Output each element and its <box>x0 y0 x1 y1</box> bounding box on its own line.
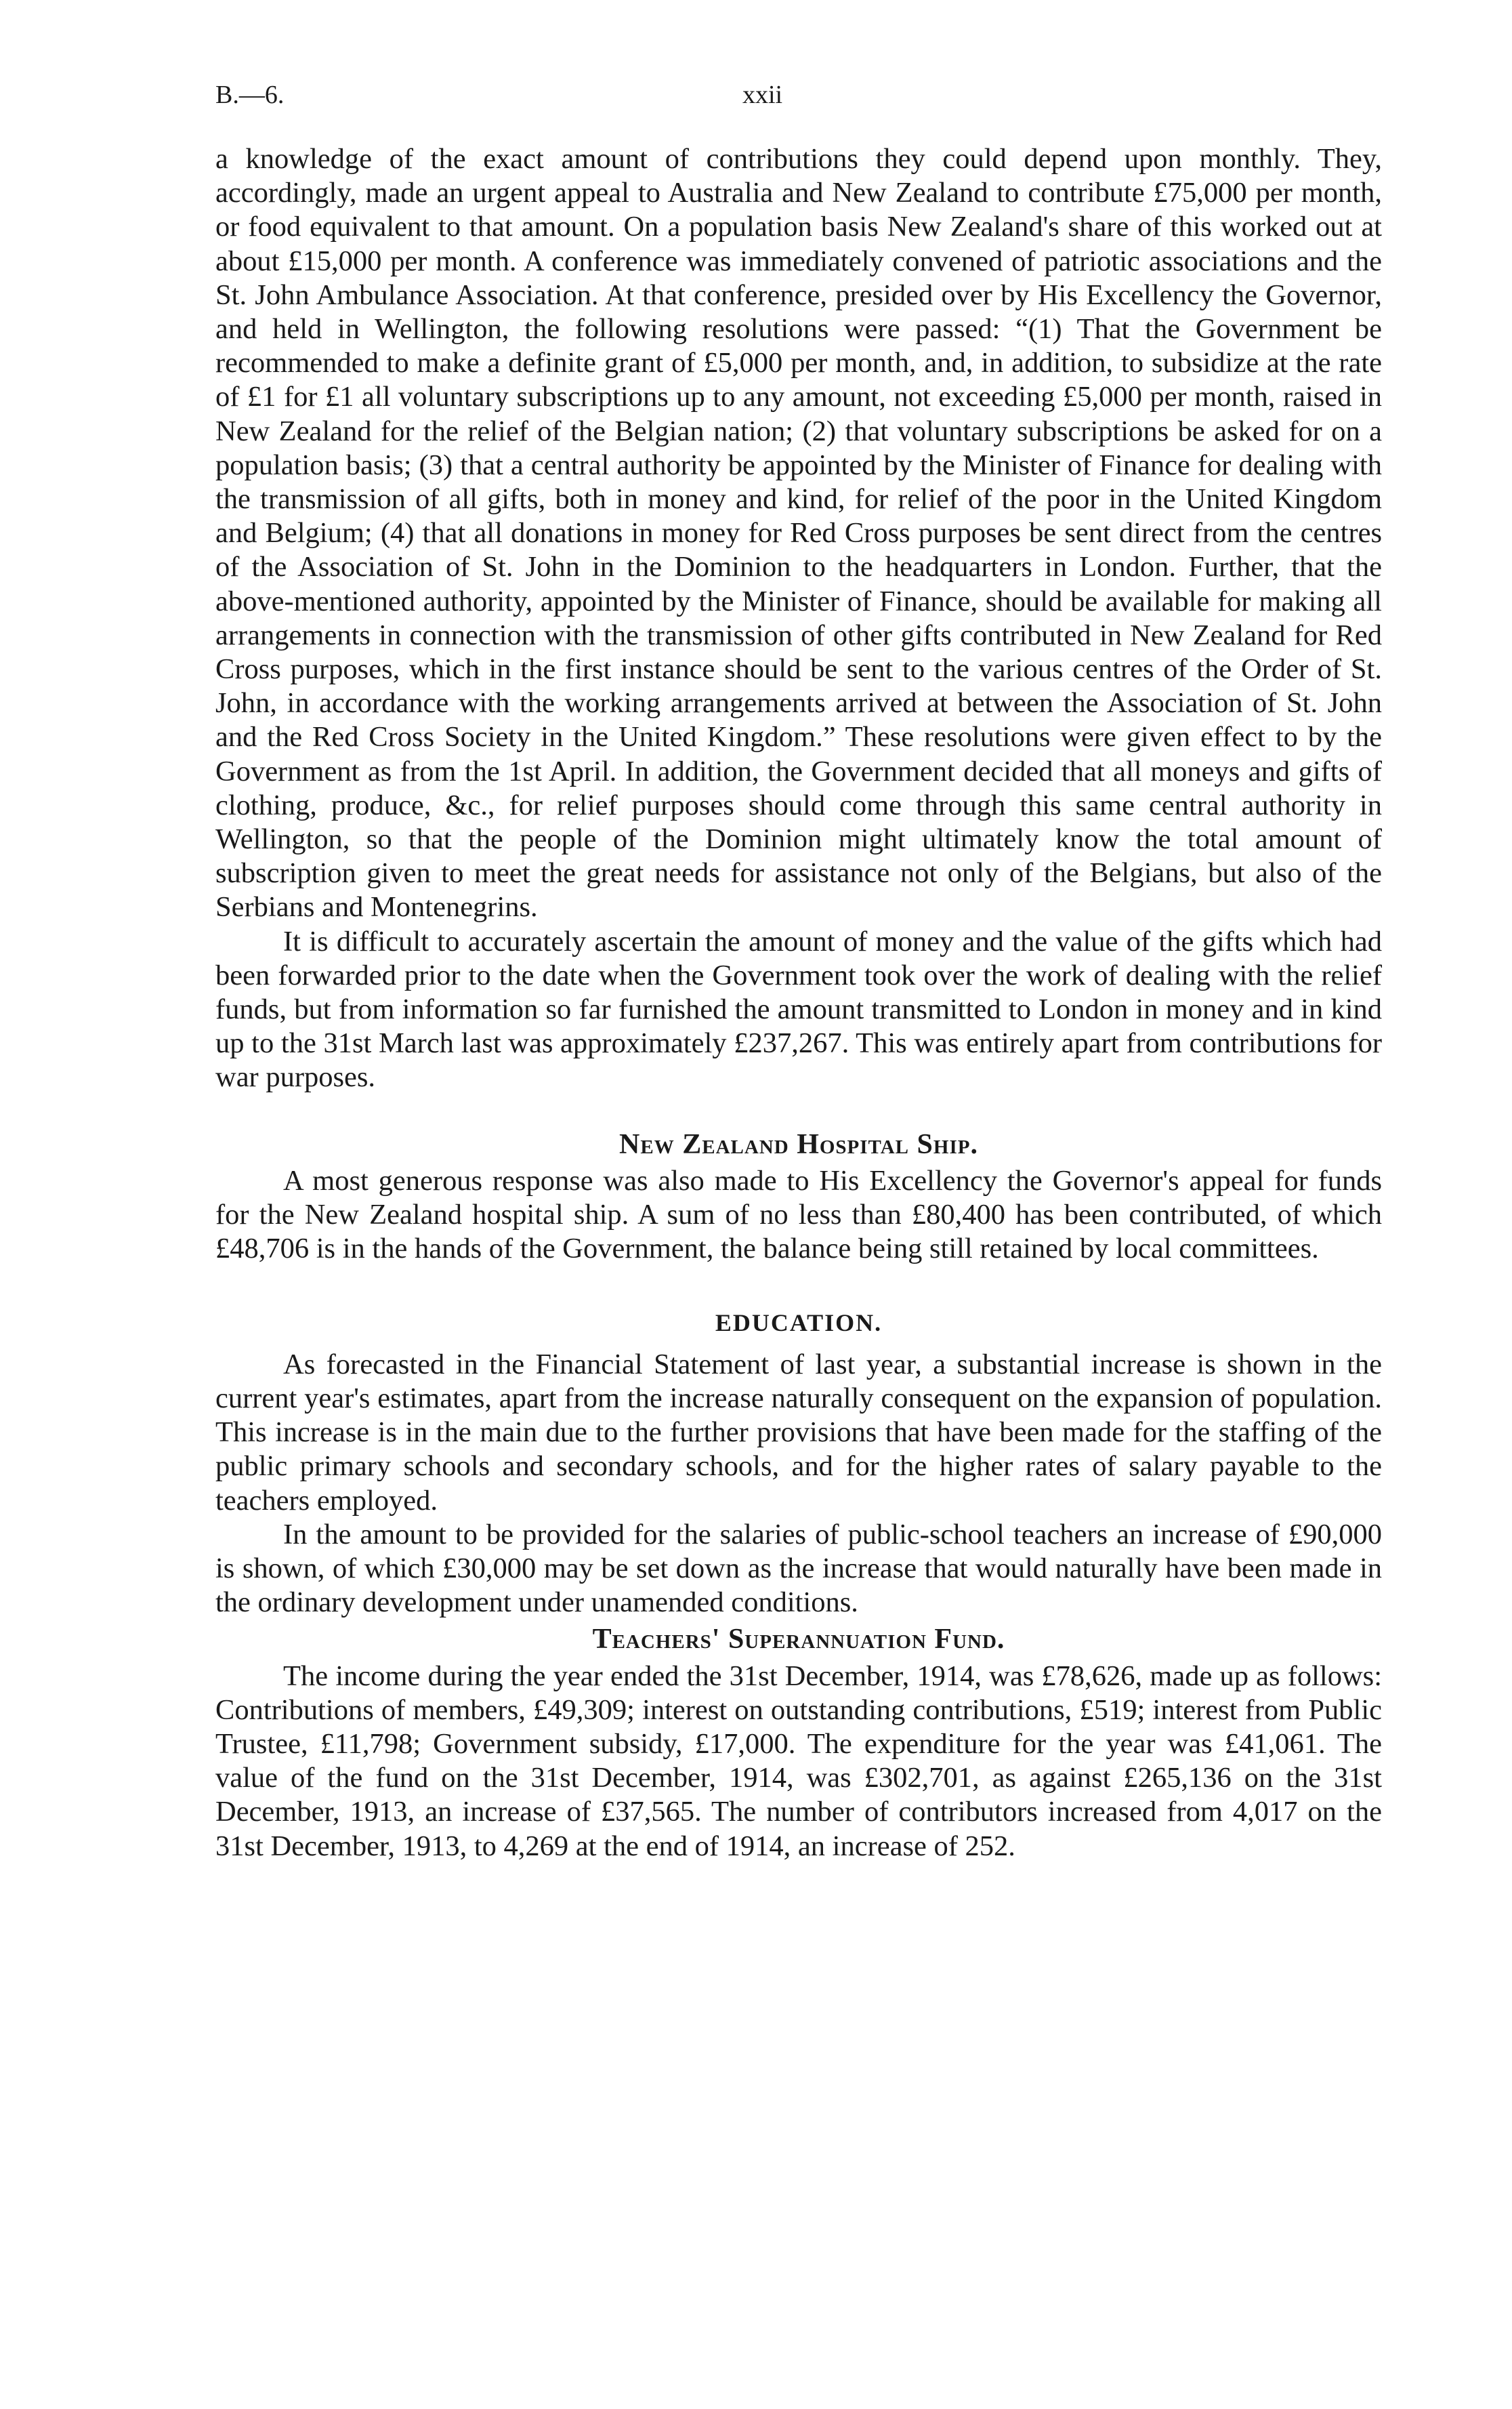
paragraph-superannuation-fund: The income during the year ended the 31st December, 1914, was £78,626, made up as follows: Contributions of members, £49,309; interest on outstanding contributions, £519; interest from Public Trustee, £11,798; Government subsidy, £17,000. The expenditure for the year was £41,061. The value of the fund on the 31st December, 1914, was £302,701, as against £265,136 on the 31st December, 1913, an increase of £37,565. The number of contributors increased from 4,017 on the 31st December, 1913, to 4,269 at the end of 1914, an increase of 252. <box>215 1660 1382 1862</box>
paragraph-gifts-transmitted: It is difficult to accurately ascertain the amount of money and the value of the gifts which had been forwarded prior to the date when the Government took over the work of dealing with the relief funds, but from information so far furnished the amount transmitted to London in money and in kind up to the 31st March last was approximately £237,267. This was entirely apart from contributions for war purposes. <box>215 925 1382 1094</box>
section-heading-education: EDUCATION. <box>715 1309 883 1336</box>
document-body <box>215 142 1382 1864</box>
page-header <box>215 80 1381 121</box>
page-number: xxii <box>742 81 783 109</box>
paragraph-education-estimates: As forecasted in the Financial Statement of last year, a substantial increase is shown in the current year's estimates, apart from the increase naturally consequent on the expansion of population. This increase is in the main due to the further provisions that have been made for the staffing of the public primary schools and secondary schools, and for the higher rates of salary payable to the teachers employed. <box>215 1348 1382 1517</box>
paragraph-teacher-salaries: In the amount to be provided for the salaries of public-school teachers an increase of £90,000 is shown, of which £30,000 may be set down as the increase that would naturally have been made in the ordinary development under unamended conditions. <box>215 1518 1382 1619</box>
document-reference: B.—6. <box>215 81 285 109</box>
paragraph-hospital-ship: A most generous response was also made to His Excellency the Governor's appeal for funds for the New Zealand hospital ship. A sum of no less than £80,400 has been contributed, of which £48,706 is in the hands of the Government, the balance being still retained by local committees. <box>215 1164 1382 1265</box>
section-heading-hospital-ship: New Zealand Hospital Ship. <box>619 1128 978 1160</box>
paragraph-belgian-relief: a knowledge of the exact amount of contributions they could depend upon monthly. They, accordingly, made an urgent appeal to Australia and New Zealand to contribute £75,000 per month, or food equivalent to that amount. On a population basis New Zealand's share of this worked out at about £15,000 per month. A conference was immediately convened of patriotic associations and the St. John Ambulance Association. At that conference, presided over by His Excellency the Governor, and held in Wellington, the following resolutions were passed: “(1) That the Government be recommended to make a definite grant of £5,000 per month, and, in addition, to subsidize at the rate of £1 for £1 all voluntary subscriptions up to any amount, not exceeding £5,000 per month, raised in New Zealand for the relief of the Belgian nation; (2) that voluntary subscriptions be asked for on a population basis; (3) that a central authority be appointed by the Minister of Finance for dealing with the transmission of all gifts, both in money and kind, for relief of the poor in the United Kingdom and Belgium; (4) that all donations in money for Red Cross purposes be sent direct from the centres of the Association of St. John in the Dominion to the headquarters in London. Further, that the above-mentioned authority, appointed by the Minister of Finance, should be available for making all arrangements in connection with the transmission of other gifts contributed in New Zealand for Red Cross purposes, which in the first instance should be sent to the various centres of the Order of St. John, in accordance with the working arrangements arrived at between the Association of St. John and the Red Cross Society in the United Kingdom.” These resolutions were given effect to by the Government as from the 1st April. In addition, the Government decided that all moneys and gifts of clothing, produce, &c., for relief purposes should come through this same central authority in Wellington, so that the people of the Dominion might ultimately know the total amount of subscription given to meet the great needs for assistance not only of the Belgians, but also of the Serbians and Montenegrins. <box>215 143 1382 924</box>
section-heading-superannuation-fund: Teachers' Superannuation Fund. <box>592 1624 1005 1655</box>
